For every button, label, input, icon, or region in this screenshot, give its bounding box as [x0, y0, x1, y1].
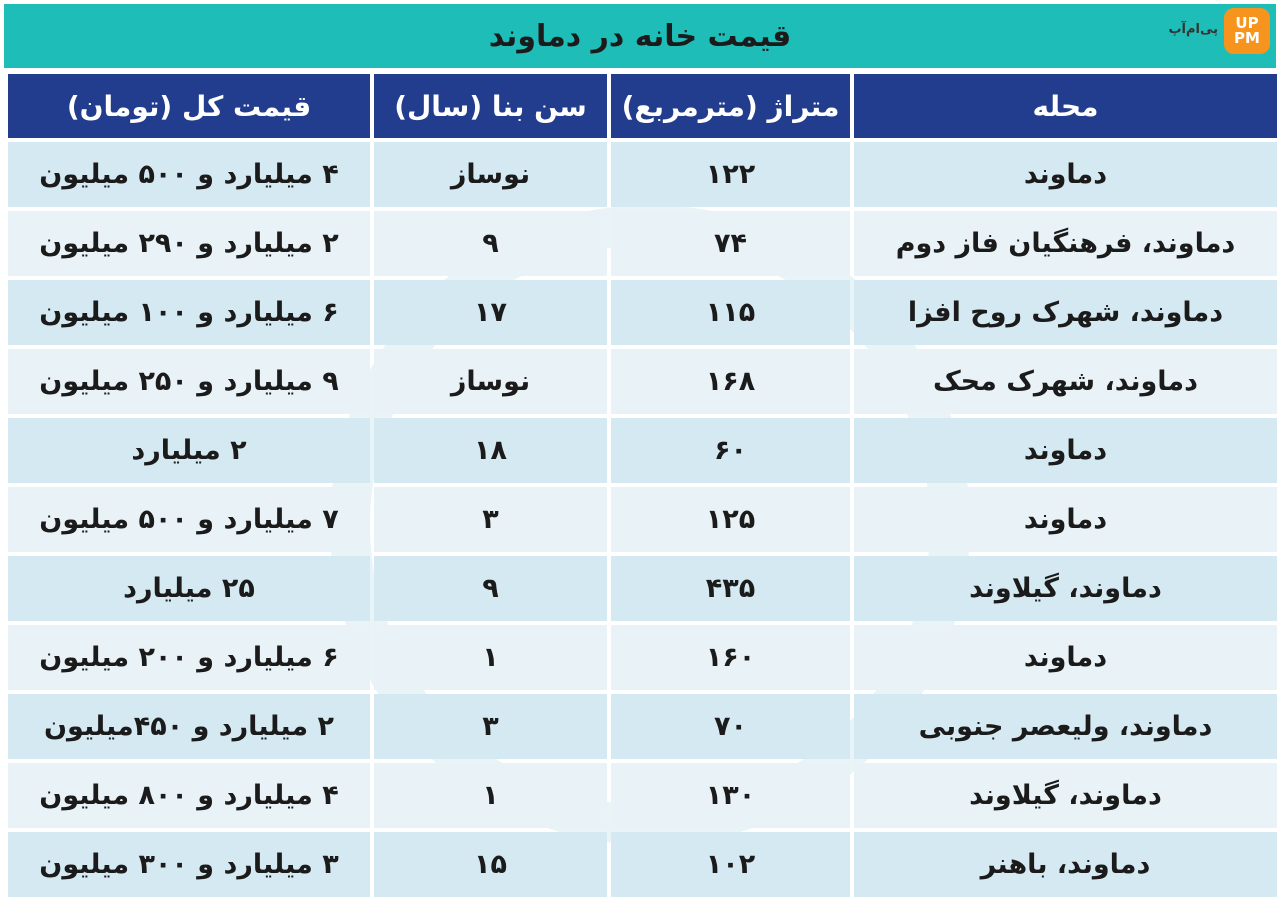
cell-neighborhood: دماوند: [854, 142, 1277, 207]
table-row: [8, 142, 1277, 207]
cell-age: ۱۵: [374, 832, 607, 897]
cell-total-price: ۷ میلیارد و ۵۰۰ میلیون: [8, 487, 370, 552]
table-row: [8, 280, 1277, 345]
cell-area: ۱۱۵: [611, 280, 850, 345]
cell-age: ۹: [374, 556, 607, 621]
cell-total-price: ۴ میلیارد و ۸۰۰ میلیون: [8, 763, 370, 828]
cell-area: ۱۰۲: [611, 832, 850, 897]
cell-age: ۳: [374, 694, 607, 759]
cell-neighborhood: دماوند، ولیعصر جنوبی: [854, 694, 1277, 759]
table-row: [8, 763, 1277, 828]
cell-total-price: ۲ میلیارد: [8, 418, 370, 483]
cell-area: ۱۲۵: [611, 487, 850, 552]
cell-total-price: ۴ میلیارد و ۵۰۰ میلیون: [8, 142, 370, 207]
cell-age: ۳: [374, 487, 607, 552]
cell-area: ۱۶۰: [611, 625, 850, 690]
cell-area: ۶۰: [611, 418, 850, 483]
table-row: [8, 349, 1277, 414]
header-area: متراژ (مترمربع): [611, 74, 850, 138]
cell-neighborhood: دماوند: [854, 625, 1277, 690]
header-neighborhood: محله: [854, 74, 1277, 138]
table-row: [8, 418, 1277, 483]
price-table: [4, 70, 1280, 901]
cell-total-price: ۳ میلیارد و ۳۰۰ میلیون: [8, 832, 370, 897]
cell-total-price: ۲۵ میلیارد: [8, 556, 370, 621]
cell-age: نوساز: [374, 142, 607, 207]
cell-total-price: ۲ میلیارد و ۴۵۰میلیون: [8, 694, 370, 759]
cell-neighborhood: دماوند، شهرک روح افزا: [854, 280, 1277, 345]
table-body: [8, 142, 1277, 897]
cell-age: ۱۸: [374, 418, 607, 483]
cell-neighborhood: دماوند: [854, 418, 1277, 483]
header-total-price: قیمت کل (تومان): [8, 74, 370, 138]
cell-total-price: ۲ میلیارد و ۲۹۰ میلیون: [8, 211, 370, 276]
pmup-logo: [1168, 8, 1270, 60]
logo-badge-bottom: PM: [1234, 29, 1260, 47]
cell-age: ۱: [374, 763, 607, 828]
logo-brand-text: پی‌ام‌آپ: [1168, 22, 1218, 37]
cell-age: ۱: [374, 625, 607, 690]
page-title: [4, 4, 1276, 68]
table-header-row: [8, 74, 1277, 138]
cell-neighborhood: دماوند، شهرک محک: [854, 349, 1277, 414]
cell-age: ۱۷: [374, 280, 607, 345]
cell-total-price: ۶ میلیارد و ۲۰۰ میلیون: [8, 625, 370, 690]
cell-total-price: ۹ میلیارد و ۲۵۰ میلیون: [8, 349, 370, 414]
cell-neighborhood: دماوند: [854, 487, 1277, 552]
cell-area: ۴۳۵: [611, 556, 850, 621]
table-row: [8, 694, 1277, 759]
title-text: قیمت خانه در دماوند: [488, 18, 792, 54]
cell-neighborhood: دماوند، گیلاوند: [854, 763, 1277, 828]
table-row: [8, 487, 1277, 552]
header-age: سن بنا (سال): [374, 74, 607, 138]
cell-age: ۹: [374, 211, 607, 276]
cell-neighborhood: دماوند، گیلاوند: [854, 556, 1277, 621]
table-row: [8, 832, 1277, 897]
cell-neighborhood: دماوند، فرهنگیان فاز دوم: [854, 211, 1277, 276]
cell-area: ۷۴: [611, 211, 850, 276]
table-row: [8, 556, 1277, 621]
logo-badge-top: UP: [1235, 14, 1259, 32]
table-row: [8, 625, 1277, 690]
cell-area: ۱۲۲: [611, 142, 850, 207]
cell-age: نوساز: [374, 349, 607, 414]
cell-area: ۱۳۰: [611, 763, 850, 828]
cell-neighborhood: دماوند، باهنر: [854, 832, 1277, 897]
table-row: [8, 211, 1277, 276]
cell-area: ۱۶۸: [611, 349, 850, 414]
logo-badge-icon: [1224, 8, 1270, 54]
cell-area: ۷۰: [611, 694, 850, 759]
cell-total-price: ۶ میلیارد و ۱۰۰ میلیون: [8, 280, 370, 345]
